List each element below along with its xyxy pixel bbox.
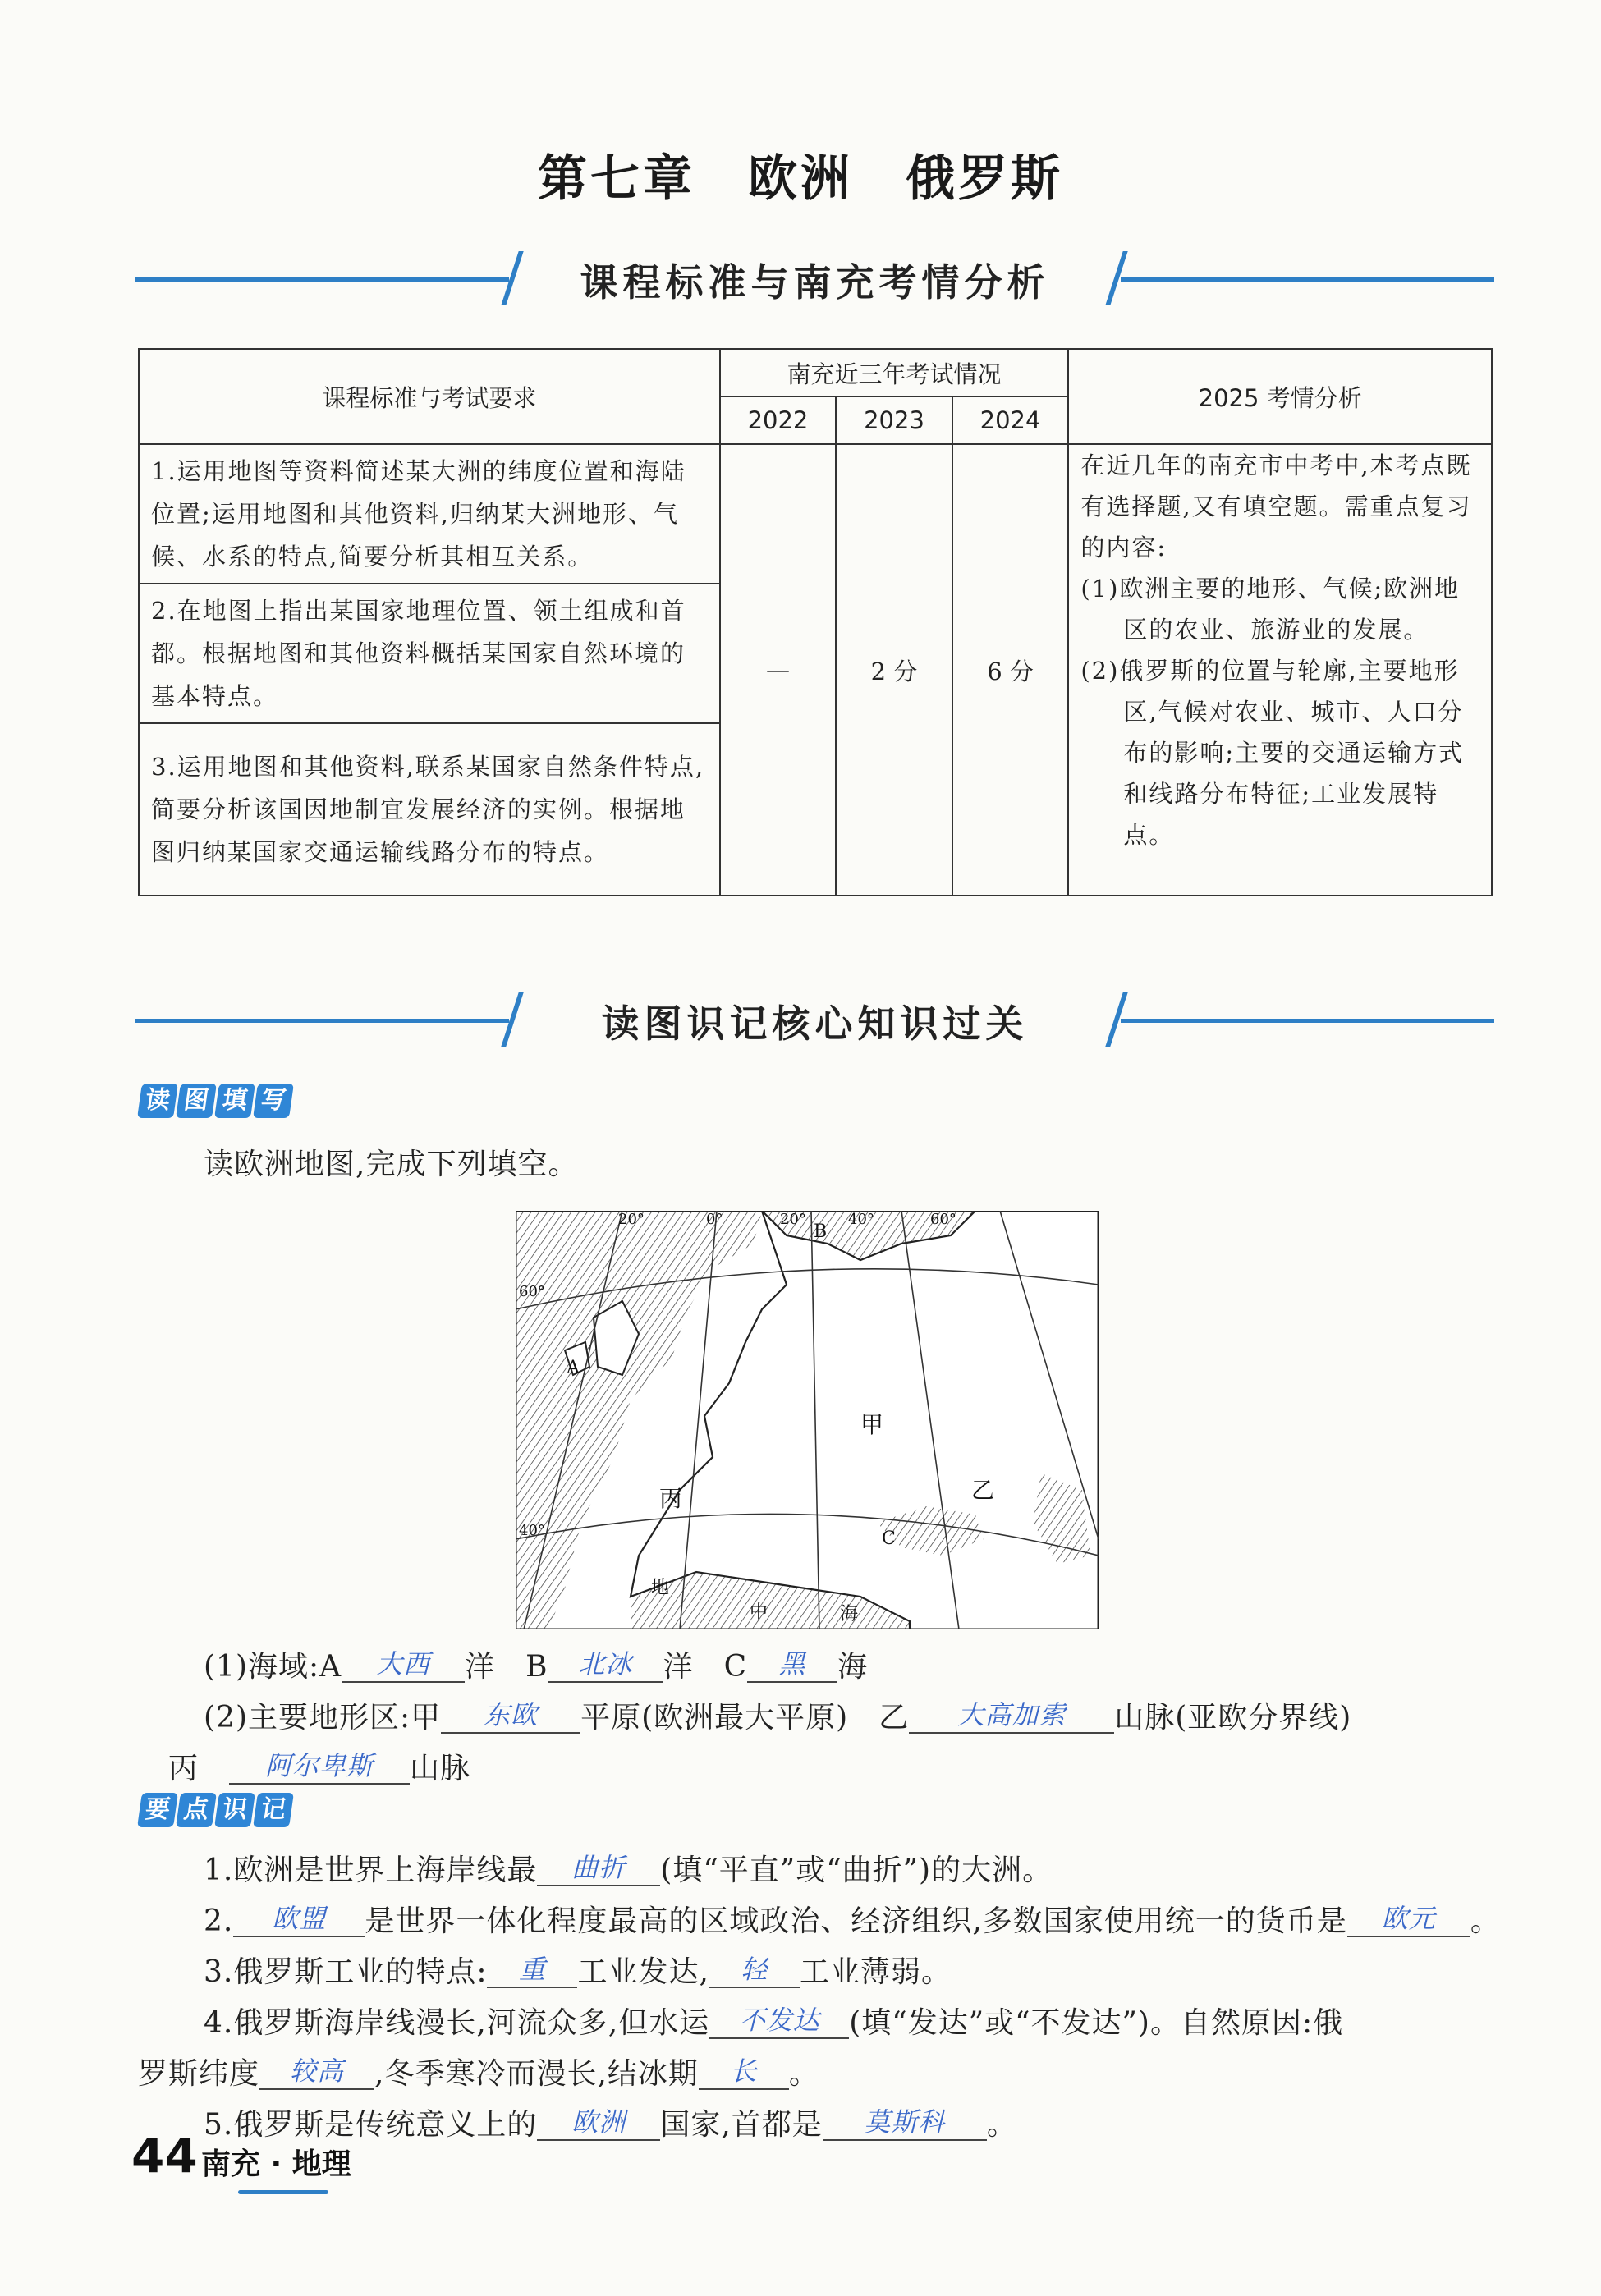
p4-answer-2: 较高 bbox=[259, 2051, 374, 2090]
p2-answer-2: 欧元 bbox=[1347, 1898, 1470, 1937]
q1-text: 海 bbox=[837, 1650, 869, 1684]
point-4-line2 bbox=[138, 2051, 819, 2093]
question-1 bbox=[204, 1643, 868, 1686]
header-analysis: 2025 考情分析 bbox=[1068, 349, 1492, 444]
section-title-knowledge: 读图识记核心知识过关 bbox=[601, 1001, 1029, 1046]
map-instruction: 读欧洲地图,完成下列填空。 bbox=[204, 1148, 579, 1181]
header-requirements: 课程标准与考试要求 bbox=[139, 349, 720, 444]
map-letter-b: B bbox=[814, 1221, 828, 1242]
lon-label: 20° bbox=[618, 1211, 645, 1228]
score-2023: 2 分 bbox=[836, 444, 952, 896]
year-2022: 2022 bbox=[720, 396, 837, 444]
answer-bing: 阿尔卑斯 bbox=[229, 1745, 410, 1785]
tag-char: 写 bbox=[253, 1084, 294, 1118]
curriculum-table bbox=[138, 348, 1493, 896]
page-number: 44 bbox=[131, 2128, 198, 2184]
score-2022: — bbox=[720, 444, 837, 896]
banner-line-left bbox=[135, 1019, 509, 1023]
p3-text: 工业发达, bbox=[577, 1955, 709, 1989]
lon-label: 0° bbox=[706, 1211, 723, 1228]
section-banner-curriculum bbox=[135, 246, 1494, 312]
p2-answer-1: 欧盟 bbox=[233, 1898, 365, 1937]
lat-label: 60° bbox=[519, 1283, 545, 1300]
p5-text: 。 bbox=[986, 2108, 1017, 2142]
year-2024: 2024 bbox=[952, 396, 1069, 444]
lon-label: 40° bbox=[848, 1211, 874, 1228]
analysis-cell bbox=[1068, 444, 1492, 896]
point-2 bbox=[204, 1898, 1501, 1941]
p5-answer-2: 莫斯科 bbox=[823, 2101, 987, 2141]
tag-char: 识 bbox=[214, 1793, 255, 1827]
tag-key-points bbox=[140, 1793, 294, 1827]
q1-text: 洋 C bbox=[663, 1650, 748, 1684]
q2-prefix: (2)主要地形区:甲 bbox=[204, 1701, 442, 1735]
q2-text: 平原(欧洲最大平原) 乙 bbox=[580, 1701, 910, 1735]
p4-text: 。 bbox=[788, 2057, 819, 2091]
score-2024: 6 分 bbox=[952, 444, 1069, 896]
p5-text: 5.俄罗斯是传统意义上的 bbox=[204, 2108, 538, 2142]
analysis-intro: 在近几年的南充市中考中,本考点既有选择题,又有填空题。需重点复习的内容: bbox=[1080, 451, 1472, 561]
tag-char: 要 bbox=[137, 1793, 178, 1827]
region-bing: 丙 bbox=[659, 1485, 683, 1512]
p2-text: 。 bbox=[1470, 1904, 1501, 1938]
analysis-point-2: (2)俄罗斯的位置与轮廓,主要地形区,气候对农业、城市、人口分布的影响;主要的交通运输方式和线路分布特征;工业发展特点。 bbox=[1080, 657, 1465, 849]
question-2-line2 bbox=[168, 1745, 470, 1788]
region-jia: 甲 bbox=[860, 1411, 884, 1438]
analysis-point-1: (1)欧洲主要的地形、气候;欧洲地区的农业、旅游业的发展。 bbox=[1080, 575, 1461, 644]
q1-text: 洋 B bbox=[465, 1650, 548, 1684]
tag-char: 填 bbox=[214, 1084, 255, 1118]
p4-text: ,冬季寒冷而漫长,结冰期 bbox=[374, 2057, 699, 2091]
header-exam: 南充近三年考试情况 bbox=[720, 349, 1069, 396]
requirement-1: 1.运用地图等资料简述某大洲的纬度位置和海陆位置;运用地图和其他资料,归纳某大洲地形、气候、水系的特点,简要分析其相互关系。 bbox=[139, 444, 720, 584]
tag-char: 图 bbox=[176, 1084, 217, 1118]
banner-line-right bbox=[1121, 277, 1494, 282]
map-letter-c: C bbox=[882, 1528, 896, 1549]
point-1 bbox=[204, 1847, 1053, 1890]
section-banner-knowledge bbox=[135, 988, 1494, 1053]
answer-b: 北冰 bbox=[548, 1643, 663, 1683]
requirement-3: 3.运用地图和其他资料,联系某国家自然条件特点,简要分析该国因地制宜发展经济的实例。根据地图归纳某国家交通运输线路分布的特点。 bbox=[139, 723, 720, 896]
p5-text: 国家,首都是 bbox=[660, 2108, 823, 2142]
p3-text: 3.俄罗斯工业的特点: bbox=[204, 1955, 488, 1989]
banner-line-left bbox=[135, 277, 509, 282]
tag-char: 读 bbox=[137, 1084, 178, 1118]
lon-label: 60° bbox=[930, 1211, 956, 1228]
p3-answer-2: 轻 bbox=[709, 1949, 800, 1988]
p1-answer: 曲折 bbox=[537, 1847, 660, 1886]
tag-char: 记 bbox=[253, 1793, 294, 1827]
sea-char: 地 bbox=[651, 1578, 670, 1598]
p4-answer-1: 不发达 bbox=[709, 2000, 849, 2039]
p4-text: 罗斯纬度 bbox=[138, 2057, 260, 2091]
region-yi: 乙 bbox=[971, 1477, 995, 1504]
p3-text: 工业薄弱。 bbox=[799, 1955, 952, 1989]
point-5 bbox=[204, 2101, 1017, 2144]
section-title-curriculum: 课程标准与南充考情分析 bbox=[580, 260, 1050, 305]
tag-char: 点 bbox=[176, 1793, 217, 1827]
q2-text: 丙 bbox=[168, 1752, 200, 1785]
p4-answer-3: 长 bbox=[699, 2051, 789, 2090]
map-letter-a: A bbox=[567, 1358, 580, 1378]
point-4 bbox=[204, 2000, 1343, 2042]
q2-text: 山脉 bbox=[410, 1752, 471, 1785]
p1-text: (填“平直”或“曲折”)的大洲。 bbox=[660, 1854, 1053, 1887]
p5-answer-1: 欧洲 bbox=[537, 2101, 660, 2141]
p3-answer-1: 重 bbox=[487, 1949, 577, 1988]
chapter-title: 第七章 欧洲 俄罗斯 bbox=[538, 150, 1063, 208]
point-3 bbox=[204, 1949, 952, 1991]
p4-text: (填“发达”或“不发达”)。自然原因:俄 bbox=[849, 2006, 1344, 2040]
question-2 bbox=[204, 1694, 1351, 1737]
banner-line-right bbox=[1121, 1019, 1494, 1023]
p1-text: 1.欧洲是世界上海岸线最 bbox=[204, 1854, 538, 1887]
answer-c: 黑 bbox=[747, 1643, 837, 1683]
p4-text: 4.俄罗斯海岸线漫长,河流众多,但水运 bbox=[204, 2006, 710, 2040]
footer-accent-line bbox=[238, 2190, 328, 2194]
sea-char: 海 bbox=[840, 1604, 859, 1625]
q1-prefix: (1)海域:A bbox=[204, 1650, 342, 1684]
answer-a: 大西 bbox=[342, 1643, 465, 1683]
q2-text: 山脉(亚欧分界线) bbox=[1114, 1701, 1352, 1735]
footer-subject: 南充 · 地理 bbox=[201, 2147, 351, 2181]
answer-yi: 大高加索 bbox=[909, 1694, 1114, 1734]
lat-label: 40° bbox=[519, 1522, 545, 1539]
lon-label: 20° bbox=[780, 1211, 806, 1228]
year-2023: 2023 bbox=[836, 396, 952, 444]
requirement-2: 2.在地图上指出某国家地理位置、领土组成和首都。根据地图和其他资料概括某国家自然环境的基本特点。 bbox=[139, 584, 720, 723]
p2-text: 是世界一体化程度最高的区域政治、经济组织,多数国家使用统一的货币是 bbox=[365, 1904, 1347, 1938]
sea-char: 中 bbox=[750, 1602, 768, 1623]
europe-map bbox=[516, 1211, 1099, 1629]
tag-read-map-fill bbox=[140, 1084, 294, 1118]
answer-jia: 东欧 bbox=[441, 1694, 580, 1734]
p2-text: 2. bbox=[204, 1904, 234, 1938]
